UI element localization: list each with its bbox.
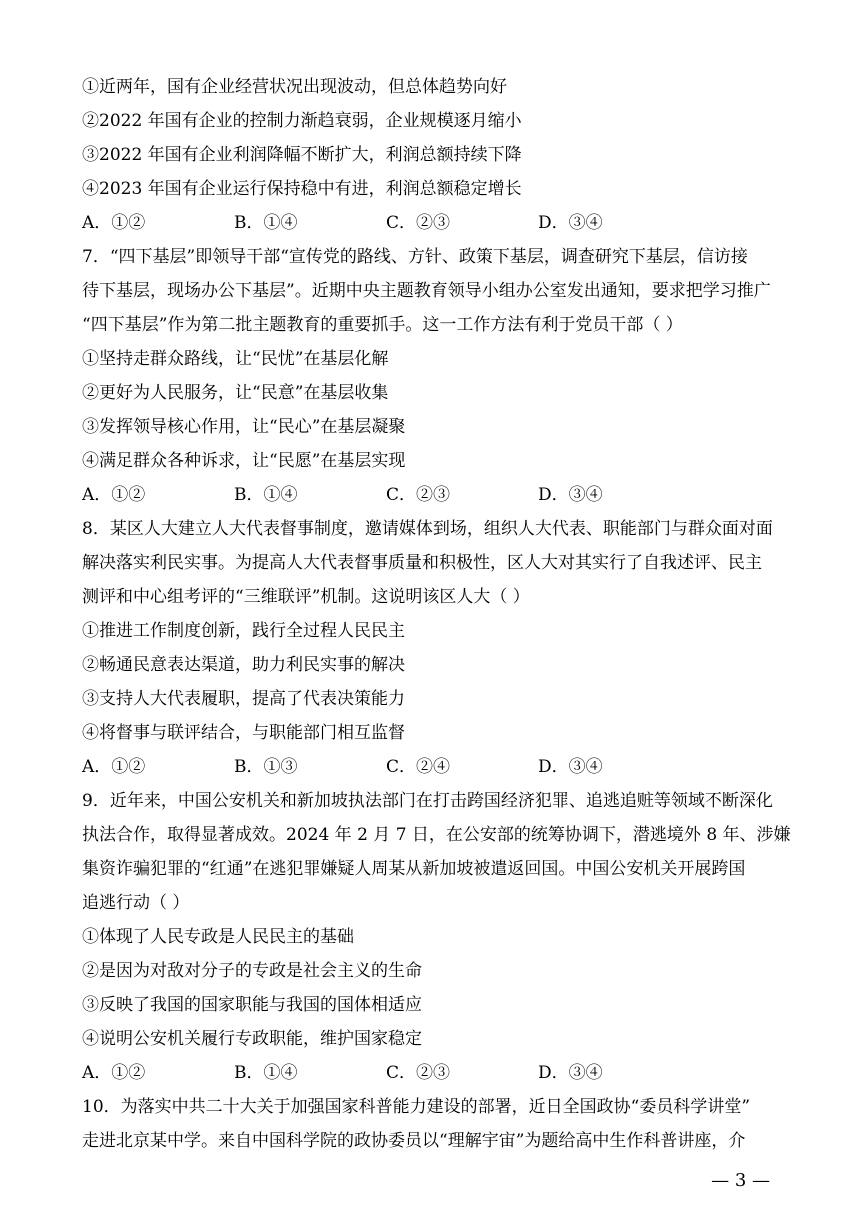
answer-option: A．①② xyxy=(82,1063,146,1083)
answer-option: B．①④ xyxy=(234,213,298,233)
text-line: ②畅通民意表达渠道，助力利民实事的解决 xyxy=(82,655,405,675)
text-line: 10．为落实中共二十大关于加强国家科普能力建设的部署，近日全国政协“委员科学讲堂” xyxy=(82,1097,751,1117)
text-line: 9．近年来，中国公安机关和新加坡执法部门在打击跨国经济犯罪、追逃追赃等领域不断深化 xyxy=(82,791,773,811)
text-line: ②2022 年国有企业的控制力渐趋衰弱，企业规模逐月缩小 xyxy=(82,111,522,131)
answer-option: D．③④ xyxy=(538,757,603,777)
text-line: “四下基层”作为第二批主题教育的重要抓手。这一工作方法有利于党员干部（ ） xyxy=(82,315,683,335)
answer-option: A．①② xyxy=(82,485,146,505)
answer-option: A．①② xyxy=(82,213,146,233)
text-line: ①体现了人民专政是人民民主的基础 xyxy=(82,927,354,947)
text-line: 待下基层，现场办公下基层”。近期中央主题教育领导小组办公室发出通知，要求把学习推广 xyxy=(82,281,771,301)
text-line: ④说明公安机关履行专政职能，维护国家稳定 xyxy=(82,1029,422,1049)
text-line: ②是因为对敌对分子的专政是社会主义的生命 xyxy=(82,961,422,981)
answer-option: C．②③ xyxy=(386,485,451,505)
text-line: ①推进工作制度创新，践行全过程人民民主 xyxy=(82,621,405,641)
answer-option: B．①③ xyxy=(234,757,298,777)
text-line: 集资诈骗犯罪的“红通”在逃犯罪嫌疑人周某从新加坡被遣返回国。中国公安机关开展跨国 xyxy=(82,859,746,879)
answer-options xyxy=(82,478,792,512)
text-line: ③2022 年国有企业利润降幅不断扩大，利润总额持续下降 xyxy=(82,145,522,165)
text-line: 执法合作，取得显著成效。2024 年 2 月 7 日，在公安部的统筹协调下，潜逃境外 8 年、涉嫌 xyxy=(82,825,791,845)
text-line: 8．某区人大建立人大代表督事制度，邀请媒体到场，组织人大代表、职能部门与群众面对面 xyxy=(82,519,773,539)
answer-option: C．②④ xyxy=(386,757,451,777)
text-line: ④满足群众各种诉求，让“民愿”在基层实现 xyxy=(82,451,406,471)
text-line: ①坚持走群众路线，让“民忧”在基层化解 xyxy=(82,349,389,369)
text-line: ③反映了我国的国家职能与我国的国体相适应 xyxy=(82,995,422,1015)
answer-options xyxy=(82,750,792,784)
answer-option: C．②③ xyxy=(386,1063,451,1083)
text-line: ③发挥领导核心作用，让“民心”在基层凝聚 xyxy=(82,417,406,437)
text-line: 7．“四下基层”即领导干部“宣传党的路线、方针、政策下基层，调查研究下基层，信访接 xyxy=(82,247,748,267)
answer-option: A．①② xyxy=(82,757,146,777)
text-line: ③支持人大代表履职，提高了代表决策能力 xyxy=(82,689,405,709)
text-line: ④将督事与联评结合，与职能部门相互监督 xyxy=(82,723,405,743)
text-line: 测评和中心组考评的“三维联评”机制。这说明该区人大（ ） xyxy=(82,587,530,607)
text-line: ④2023 年国有企业运行保持稳中有进，利润总额稳定增长 xyxy=(82,179,522,199)
answer-option: B．①④ xyxy=(234,1063,298,1083)
answer-options xyxy=(82,1056,792,1090)
answer-option: B．①④ xyxy=(234,485,298,505)
text-line: 追逃行动（ ） xyxy=(82,893,190,913)
answer-option: C．②③ xyxy=(386,213,451,233)
text-line: ②更好为人民服务，让“民意”在基层收集 xyxy=(82,383,389,403)
answer-option: D．③④ xyxy=(538,1063,603,1083)
answer-option: D．③④ xyxy=(538,485,603,505)
page-number: — 3 — xyxy=(711,1170,770,1191)
text-line: 走进北京某中学。来自中国科学院的政协委员以“理解宇宙”为题给高中生作科普讲座，介 xyxy=(82,1131,746,1151)
text-line: ①近两年，国有企业经营状况出现波动，但总体趋势向好 xyxy=(82,77,507,97)
page-content xyxy=(82,70,792,1158)
answer-option: D．③④ xyxy=(538,213,603,233)
answer-options xyxy=(82,206,792,240)
text-line: 解决落实利民实事。为提高人大代表督事质量和积极性，区人大对其实行了自我述评、民主 xyxy=(82,553,762,573)
